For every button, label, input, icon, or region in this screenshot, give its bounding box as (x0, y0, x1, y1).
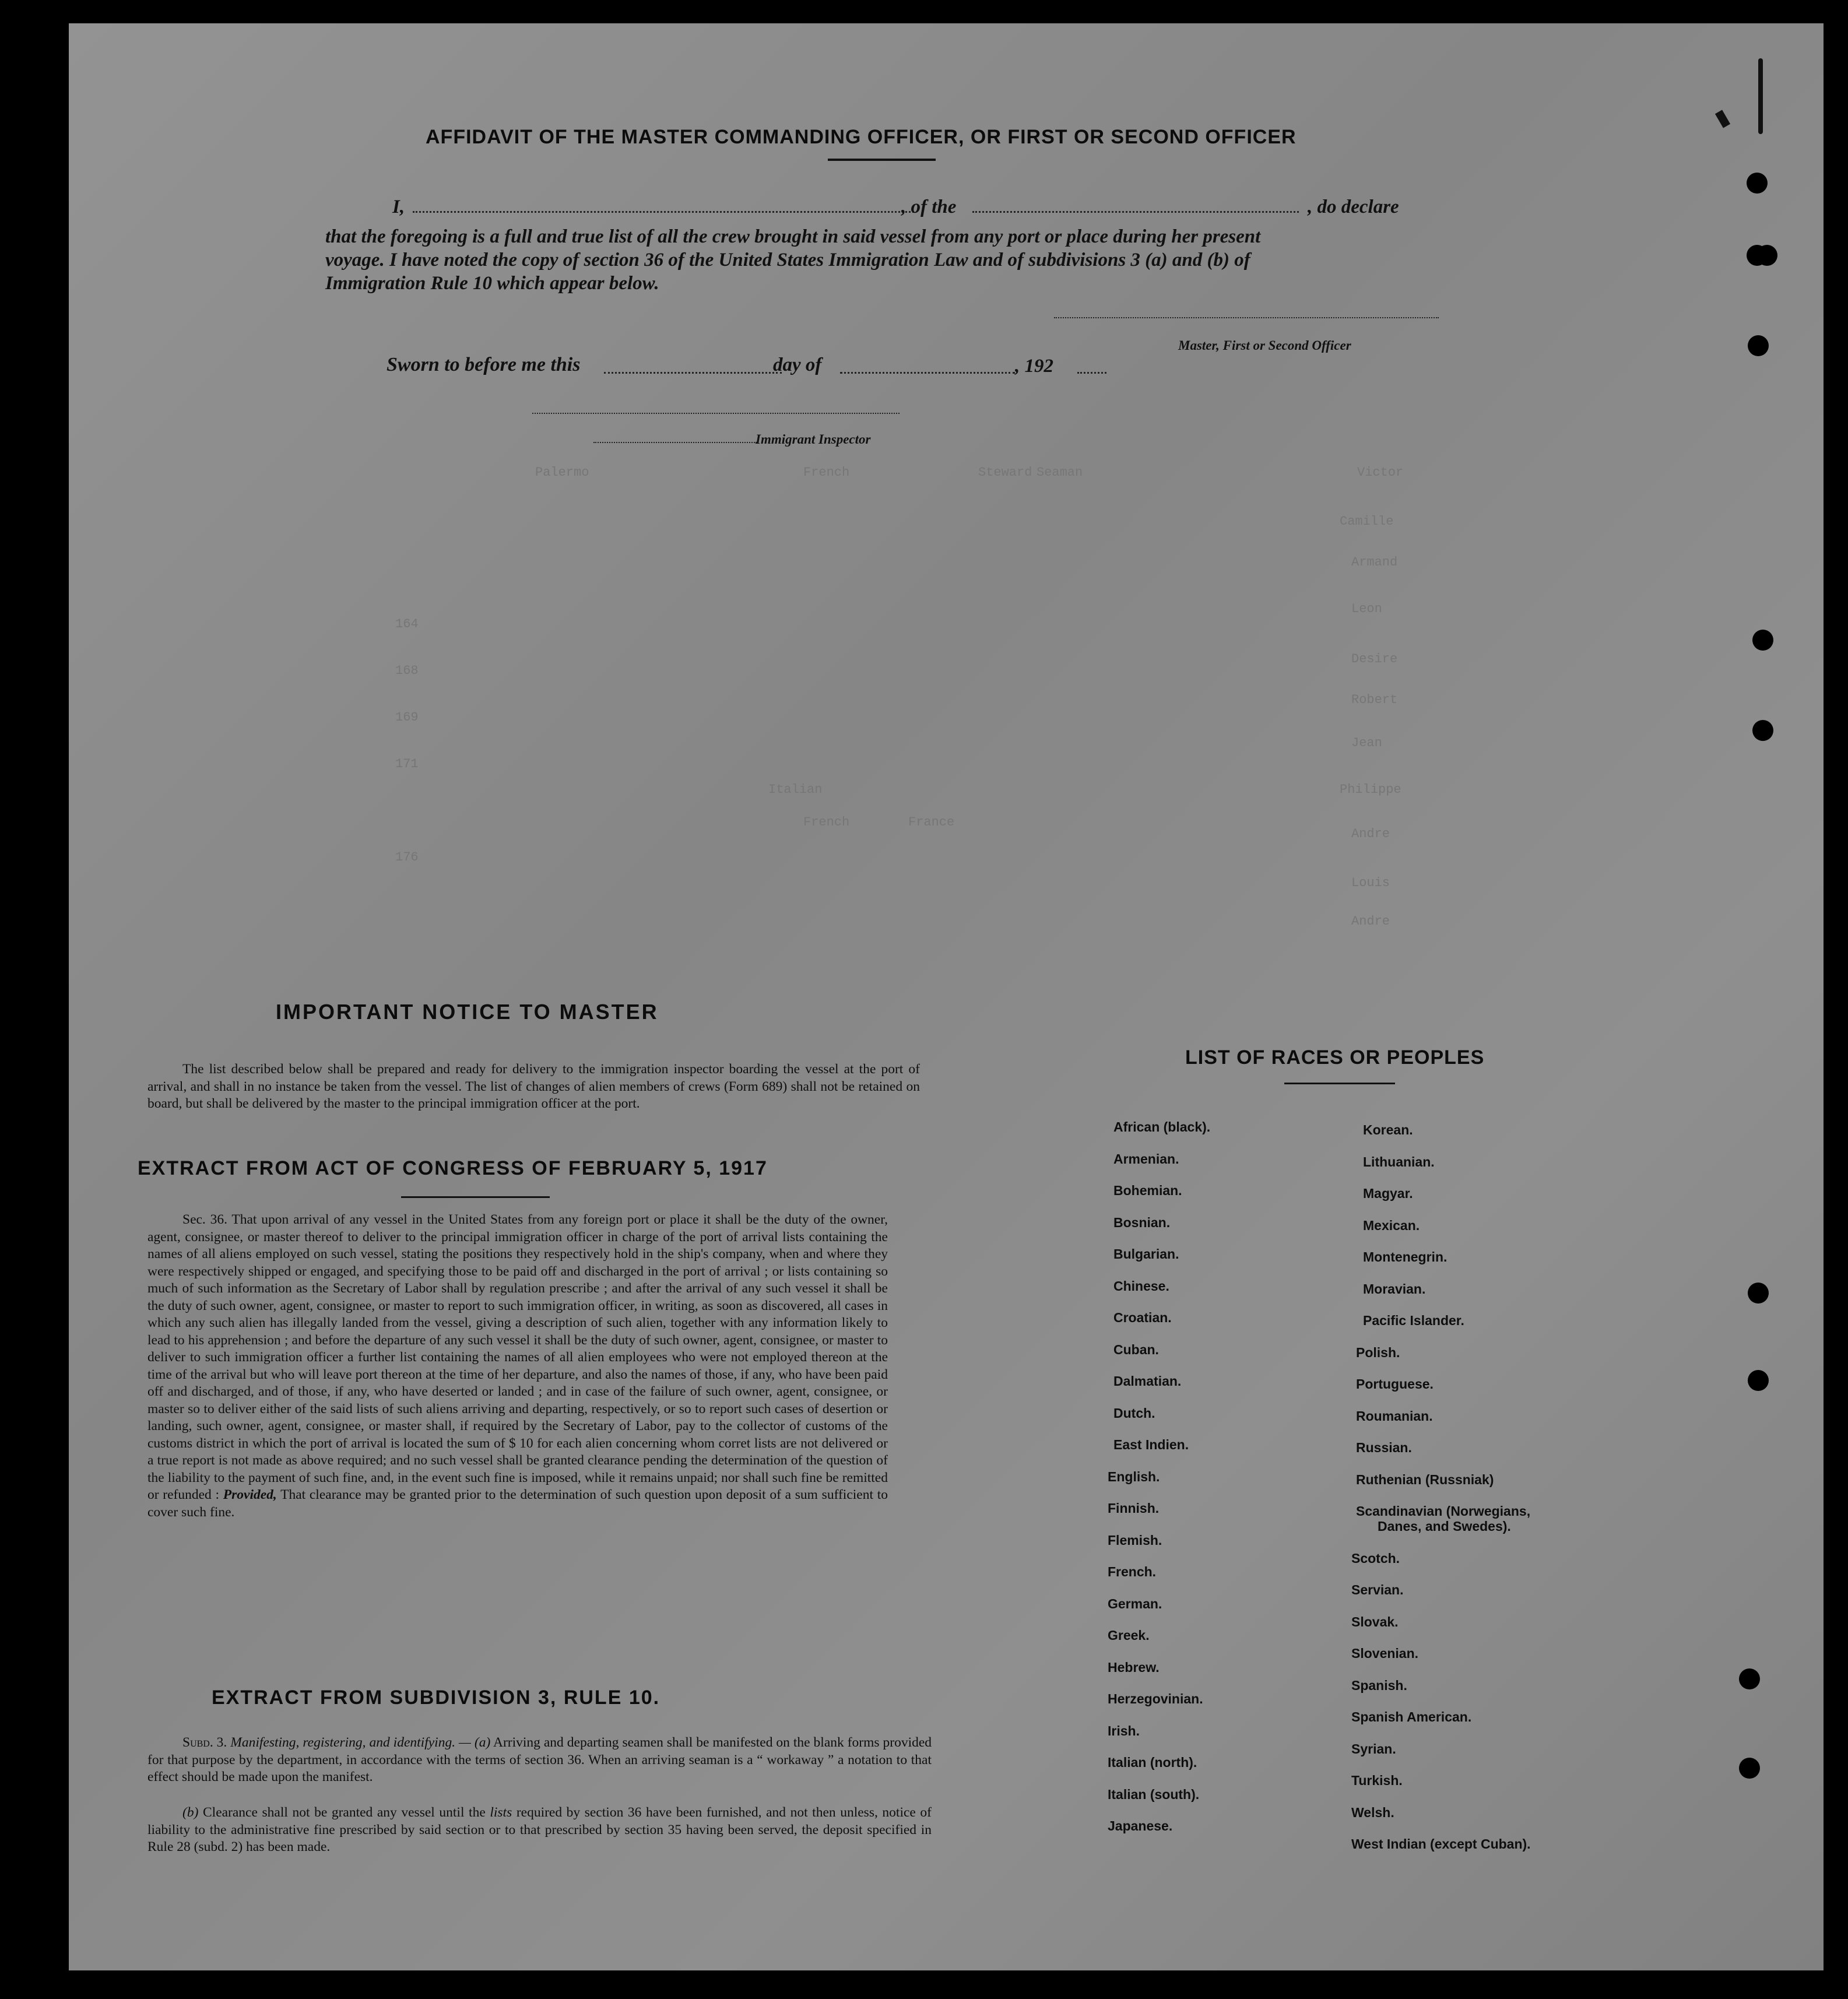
notice-title: IMPORTANT NOTICE TO MASTER (276, 1000, 659, 1024)
affidavit-line-4: Immigration Rule 10 which appear below. (325, 273, 659, 294)
ghost-text: Louis (1351, 876, 1390, 890)
name-field[interactable] (413, 211, 914, 213)
declare-label: , do declare (1308, 196, 1399, 217)
race-item-right: Magyar. (1363, 1186, 1413, 1201)
ghost-text: Steward (978, 465, 1032, 480)
punch-hole (1747, 173, 1768, 194)
race-item-left: Greek. (1108, 1628, 1150, 1643)
subd-b-text-1: Clearance shall not be granted any vessel until the (202, 1805, 486, 1820)
sec-label: Sec. 36. (182, 1212, 227, 1227)
race-item-right: Servian. (1351, 1582, 1404, 1597)
notice-text: The list described below shall be prepared and ready for delivery to the immigration inspector boarding the vessel at the port of arrival, and shall in no instance be taken from the vessel. The list of changes of alien members of crews (Form 689) shall not be retained on board, but shall be delivered by the master to the principal immigration officer at the port. (147, 1062, 920, 1111)
race-item-left: Bohemian. (1113, 1183, 1182, 1198)
race-item-left: Cuban. (1113, 1341, 1159, 1357)
races-title: LIST OF RACES OR PEOPLES (1185, 1046, 1485, 1069)
title-underline (828, 159, 936, 161)
race-item-right: Slovak. (1351, 1614, 1399, 1629)
race-item-left: Japanese. (1108, 1818, 1173, 1833)
race-item-right: Turkish. (1351, 1773, 1403, 1788)
race-item-left: Chinese. (1113, 1278, 1169, 1294)
day-of-label: day of (773, 354, 822, 375)
sec-text-end: That clearance may be granted prior to the determination of such question upon deposit of a sum sufficient to cover such fine. (147, 1487, 888, 1520)
document-page (69, 23, 1824, 1970)
race-item-right: Polish. (1356, 1344, 1400, 1360)
month-field[interactable] (840, 372, 1015, 374)
race-item-left: Finnish. (1108, 1501, 1160, 1516)
affidavit-title: AFFIDAVIT OF THE MASTER COMMANDING OFFICER, OR FIRST OR SECOND OFFICER (426, 126, 1297, 148)
subd-a-paragraph (147, 1734, 932, 1786)
race-item-right: Russian. (1356, 1440, 1412, 1455)
inspector-line-1[interactable] (532, 413, 900, 414)
race-item-right: Ruthenian (Russniak) (1356, 1471, 1494, 1487)
provided-label: Provided, (223, 1487, 277, 1502)
race-item-right: Scandinavian (Norwegians, (1356, 1503, 1531, 1519)
ghost-text: Andre (1351, 914, 1390, 929)
race-item-left: Croatian. (1113, 1310, 1172, 1325)
subd-a-text: Arriving and departing seamen shall be manifested on the blank forms provided for that purpose by the department, in accordance with the terms of section 36. When an arriving seaman is a “ workaway ” a notation to that effect should be made upon the manifest. (147, 1735, 932, 1784)
ghost-text: Leon (1351, 602, 1382, 616)
ghost-text: Jean (1351, 736, 1382, 750)
race-item-left: Bulgarian. (1113, 1246, 1179, 1262)
race-item-right: Moravian. (1363, 1281, 1426, 1297)
ghost-text: Seaman (1037, 465, 1083, 480)
year-field[interactable] (1077, 372, 1106, 374)
race-item-right: Welsh. (1351, 1804, 1394, 1820)
ghost-text: 176 (395, 850, 419, 865)
subd-label: Subd. 3. (182, 1735, 227, 1750)
race-item-left: Dalmatian. (1113, 1373, 1182, 1389)
inspector-label: Immigrant Inspector (756, 432, 871, 447)
extract-rule-title: EXTRACT FROM SUBDIVISION 3, RULE 10. (212, 1687, 660, 1709)
affidavit-line-3: voyage. I have noted the copy of section 36 of the United States Immigration Law and of subdivisions 3 (a) and (b) of (325, 250, 1250, 270)
edge-mark (1715, 110, 1730, 128)
i-label: I, (392, 196, 405, 217)
race-item-right: Spanish. (1351, 1677, 1407, 1693)
punch-hole (1748, 1283, 1769, 1304)
sec-text: That upon arrival of any vessel in the United States from any foreign port or place it shall be the duty of the owner, agent, consignee, or master thereof to deliver to the principal immigration officer in charge of the port of arrival lists containing the names of all aliens employed on such vessel, stating the positions they respectively hold in the ship's company, when and where they were respectively shipped or engaged, and specifying those to be paid off and discharged in the port of arrival ; or lists containing so much of such information as the Secretary of Labor shall by regulation prescribe ; and after the arrival of any such vessel it shall be the duty of such owner, agent, consignee, or master to report to such immigration officer, in writing, as soon as discovered, all cases in which any such alien has illegally landed from the vessel, giving a description of such alien, together with any information likely to lead to his apprehension ; and before the departure of any such vessel it shall be the duty of such owner, agent, consignee, or master to deliver to such immigration officer a further list containing the names of all alien employees who were not employed thereon at the time of the arrival but who will leave port thereon at the time of her departure, and also the names of those, if any, who have been paid off and discharged, and of those, if any, who have deserted or landed ; and in case of the failure of such owner, agent, consignee, or master so to deliver either of the said lists of such aliens arriving and departing, respectively, or so to report such cases of desertion or landing, such owner, agent, consignee, or master shall, if required by the Secretary of Labor, pay to the collector of customs of the customs district in which the port of arrival is located the sum of $ 10 for each alien concerning whom corret lists are not delivered or a true report is not made as above required; and no such vessel shall be granted clearance pending the determination of the question of the liability to the payment of such fine, and, in the event such fine is imposed, while it remains unpaid; nor shall such fine be remitted or refunded : (147, 1212, 888, 1502)
punch-hole (1748, 335, 1769, 356)
race-item-right: Slovenian. (1351, 1646, 1419, 1661)
race-item-right: Montenegrin. (1363, 1249, 1448, 1264)
subd-a-label: — (a) (459, 1735, 491, 1750)
race-item-right: Mexican. (1363, 1217, 1420, 1233)
race-item-right: Korean. (1363, 1122, 1413, 1137)
inspector-line-2[interactable] (593, 442, 757, 443)
ghost-text: Camille (1340, 514, 1394, 529)
race-item-left: Italian (south). (1108, 1786, 1200, 1802)
punch-hole (1748, 1370, 1769, 1391)
extract-act-text (147, 1211, 888, 1521)
ghost-text: Robert (1351, 693, 1398, 707)
subd-heading: Manifesting, registering, and identifying. (230, 1735, 456, 1750)
race-item-left: Hebrew. (1108, 1659, 1160, 1675)
ghost-text: French (803, 815, 850, 830)
punch-hole (1752, 630, 1773, 651)
race-item-left: German. (1108, 1596, 1162, 1611)
race-item-right: Lithuanian. (1363, 1154, 1435, 1169)
race-item-right: Danes, and Swedes). (1378, 1519, 1511, 1534)
race-item-left: Italian (north). (1108, 1755, 1197, 1770)
race-item-right: Portuguese. (1356, 1376, 1434, 1392)
ghost-text: Armand (1351, 555, 1398, 570)
race-item-left: Flemish. (1108, 1532, 1162, 1548)
day-field[interactable] (604, 372, 782, 374)
race-item-right: Syrian. (1351, 1741, 1396, 1756)
race-item-left: Bosnian. (1113, 1214, 1171, 1230)
ghost-text: Philippe (1340, 782, 1401, 797)
race-item-left: Herzegovinian. (1108, 1691, 1203, 1706)
race-item-right: Scotch. (1351, 1550, 1400, 1566)
extract-act-title: EXTRACT FROM ACT OF CONGRESS OF FEBRUARY 5, 1917 (138, 1157, 768, 1179)
ghost-text: France (908, 815, 955, 830)
race-item-left: Dutch. (1113, 1405, 1155, 1421)
race-item-left: English. (1108, 1468, 1160, 1484)
master-signature-label: Master, First or Second Officer (1178, 338, 1351, 353)
ghost-text: Italian (768, 782, 823, 797)
race-item-left: Irish. (1108, 1723, 1140, 1738)
race-item-right: Pacific Islander. (1363, 1313, 1464, 1328)
vessel-field[interactable] (972, 211, 1299, 213)
race-item-left: Armenian. (1113, 1151, 1179, 1167)
of-the-label: , of the (901, 196, 957, 217)
ghost-text: French (803, 465, 850, 480)
subd-b-paragraph (147, 1804, 932, 1856)
subd-b-label: (b) (182, 1805, 199, 1820)
races-underline (1284, 1083, 1395, 1084)
ghost-text: 168 (395, 663, 419, 678)
subd-b-text-2: required by section 36 have been furnished, and not then unless, notice of liability to the administrative fine prescribed by said section or to that prescribed by section 35 having been served, the deposit specified in Rule 28 (subd. 2) has been made. (147, 1805, 932, 1854)
ghost-text: 169 (395, 710, 419, 725)
ghost-text: 171 (395, 757, 419, 771)
sworn-label: Sworn to before me this (387, 354, 581, 375)
ghost-text: Desire (1351, 652, 1398, 666)
master-signature-line[interactable] (1054, 317, 1439, 318)
punch-hole (1739, 1758, 1760, 1779)
extract-act-underline (401, 1196, 550, 1198)
race-item-right: Spanish American. (1351, 1709, 1472, 1724)
ghost-text: Andre (1351, 827, 1390, 841)
race-item-left: French. (1108, 1564, 1157, 1579)
ghost-text: 164 (395, 617, 419, 631)
ghost-text: Palermo (535, 465, 589, 480)
race-item-left: African (black). (1113, 1119, 1211, 1134)
race-item-left: East Indien. (1113, 1437, 1189, 1452)
year-label: , 192 (1015, 356, 1053, 377)
punch-hole (1739, 1668, 1760, 1689)
punch-hole (1752, 720, 1773, 741)
race-item-right: West Indian (except Cuban). (1351, 1836, 1531, 1852)
punch-hole (1756, 245, 1777, 266)
edge-mark (1758, 58, 1763, 134)
affidavit-line-2: that the foregoing is a full and true list of all the crew brought in said vessel from any port or place during her present (325, 226, 1261, 247)
race-item-right: Roumanian. (1356, 1408, 1433, 1424)
lists-word: lists (490, 1805, 512, 1820)
ghost-text: Victor (1357, 465, 1404, 480)
